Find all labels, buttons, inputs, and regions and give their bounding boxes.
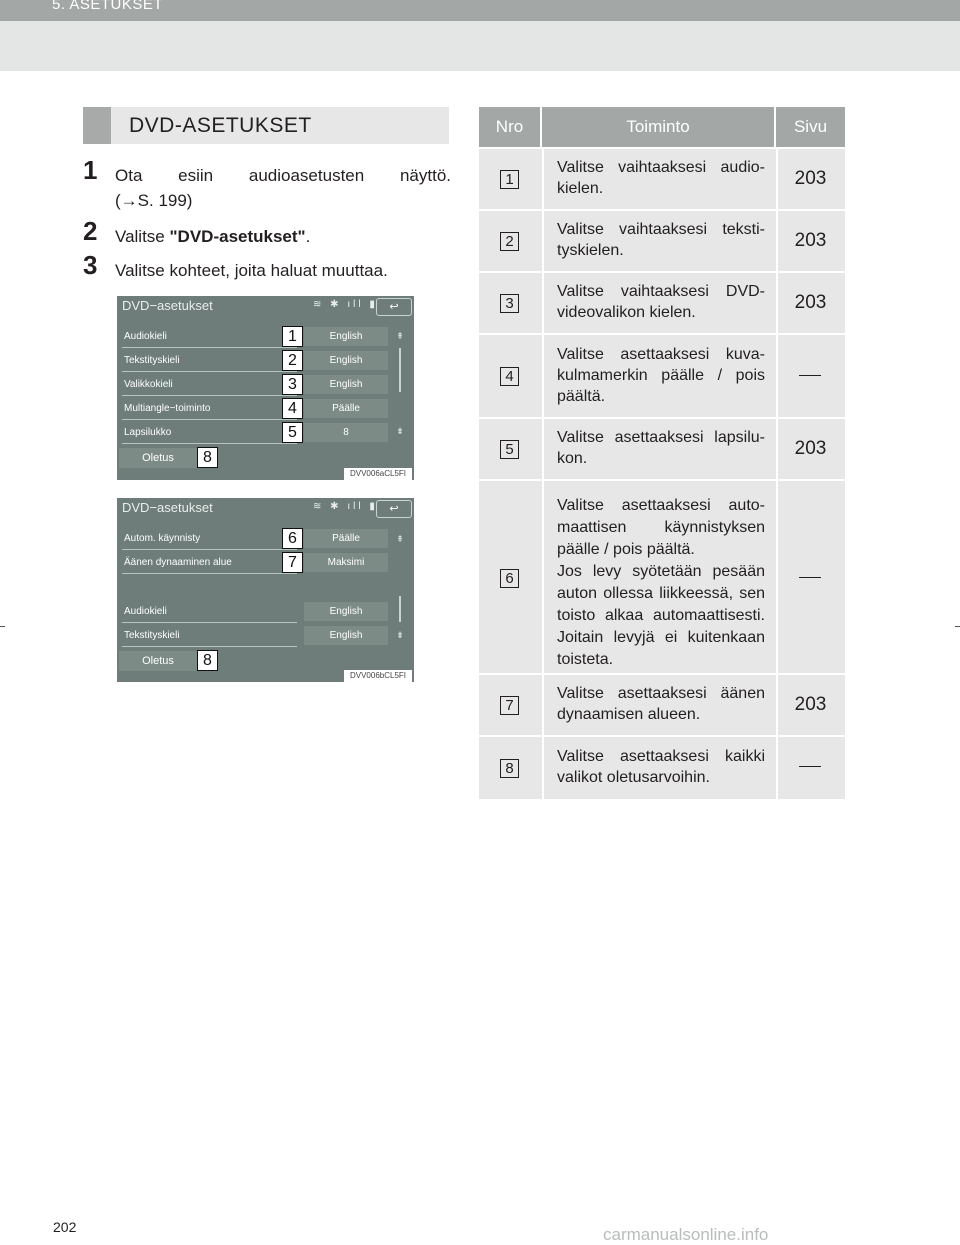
scroll-up-icon[interactable]: ⇞	[396, 331, 404, 341]
row-text: Joitain levyjä ei kuitenkaan	[557, 629, 765, 646]
chapter-title: 5. ASETUKSET	[52, 0, 164, 13]
step-1	[83, 155, 451, 213]
callout-number: 4	[282, 398, 303, 419]
row-text: päälle / pois päältä.	[557, 541, 695, 558]
section-title: DVD-ASETUKSET	[129, 114, 312, 137]
row-number: 5	[500, 440, 519, 459]
setting-row-subtitle-language[interactable]: Tekstityskieli	[122, 351, 297, 372]
row-text: kon.	[557, 450, 588, 467]
row-page: 203	[794, 292, 827, 313]
table-row	[479, 209, 845, 271]
dvd-settings-screen-1	[117, 296, 414, 480]
row-text: toisteta.	[557, 651, 614, 668]
table-row	[479, 735, 845, 799]
row-text: Valitse vaihtaaksesi DVD-	[557, 283, 765, 300]
default-button[interactable]: Oletus	[119, 448, 197, 468]
setting-value[interactable]: English	[304, 375, 388, 394]
step-reference: (→S. 199)	[115, 191, 193, 210]
back-button[interactable]: ↩	[376, 298, 412, 316]
crop-mark	[0, 626, 5, 627]
row-number: 4	[500, 367, 519, 386]
setting-value[interactable]: English	[304, 351, 388, 370]
callout-number: 8	[197, 447, 218, 468]
scroll-down-icon[interactable]: ⇟	[396, 426, 404, 436]
row-text: videovalikon kielen.	[557, 304, 696, 321]
row-page: 203	[794, 168, 827, 189]
callout-number: 8	[197, 650, 218, 671]
setting-value[interactable]: Päälle	[304, 529, 388, 548]
row-number: 8	[500, 759, 519, 778]
callout-number: 1	[282, 326, 303, 347]
table-row	[479, 673, 845, 735]
row-text: valikot oletusarvoihin.	[557, 769, 710, 786]
setting-row-multiangle[interactable]: Multiangle−toiminto	[122, 399, 297, 420]
step-text: Valitse	[115, 227, 170, 246]
row-text: päältä.	[557, 388, 606, 405]
row-text: Valitse asettaaksesi äänen	[557, 685, 765, 702]
dvd-settings-screen-2	[117, 498, 414, 682]
section-heading	[83, 107, 449, 144]
row-number: 1	[500, 170, 519, 189]
row-text: auton ollessa liikkeessä, sen	[557, 585, 765, 602]
row-page: 203	[794, 438, 827, 459]
header-function: Toiminto	[626, 117, 690, 136]
setting-value[interactable]: Maksimi	[304, 553, 388, 572]
scroll-down-icon[interactable]: ⇟	[396, 630, 404, 640]
callout-number: 5	[282, 422, 303, 443]
row-page: 203	[794, 694, 827, 715]
section-marker	[83, 107, 111, 144]
row-text: toisto alkaa automaattisesti.	[557, 607, 765, 624]
callout-number: 3	[282, 374, 303, 395]
step-number: 2	[83, 216, 98, 246]
row-text: Valitse asettaaksesi kuva-	[557, 346, 765, 363]
row-text: dynaamisen alueen.	[557, 706, 701, 723]
setting-row-audio-language[interactable]: Audiokieli	[122, 327, 297, 348]
row-page: 203	[794, 230, 827, 251]
setting-value[interactable]: Päälle	[304, 399, 388, 418]
row-text: Valitse vaihtaaksesi teksti-	[557, 221, 765, 238]
row-text: Valitse vaihtaaksesi audio-	[557, 159, 765, 176]
header-band	[0, 21, 960, 71]
callout-number: 2	[282, 350, 303, 371]
row-text: kulmamerkin päälle / pois	[557, 367, 765, 384]
setting-value[interactable]: 8	[304, 423, 388, 442]
table-row	[479, 271, 845, 333]
step-text: Valitse kohteet, joita haluat muuttaa.	[115, 261, 388, 280]
setting-value[interactable]: English	[304, 602, 388, 621]
step-3	[83, 250, 451, 284]
status-icons: ≋ ✱ ıll ▮	[313, 501, 378, 512]
status-icons: ≋ ✱ ıll ▮	[313, 299, 378, 310]
row-text: Valitse asettaaksesi lapsilu-	[557, 429, 765, 446]
step-2	[83, 216, 451, 250]
back-button[interactable]: ↩	[376, 500, 412, 518]
row-text: kielen.	[557, 180, 604, 197]
crop-mark	[955, 626, 960, 627]
setting-row-parental-lock[interactable]: Lapsilukko	[122, 423, 297, 444]
table-row	[479, 479, 845, 673]
setting-row-subtitle-language[interactable]: Tekstityskieli	[122, 626, 297, 647]
scrollbar-track[interactable]	[399, 596, 401, 622]
no-page-dash	[799, 577, 821, 578]
scroll-up-icon[interactable]: ⇞	[396, 534, 404, 544]
row-text: maattisen käynnistyksen	[557, 519, 765, 536]
chapter-bar	[0, 0, 960, 21]
watermark: carmanualsonline.info	[603, 1225, 769, 1244]
setting-row-audio-language[interactable]: Audiokieli	[122, 602, 297, 623]
table-row	[479, 417, 845, 479]
row-number: 7	[500, 696, 519, 715]
table-row	[479, 333, 845, 417]
scrollbar-track[interactable]	[399, 348, 401, 392]
table-header	[479, 107, 845, 147]
row-number: 2	[500, 232, 519, 251]
setting-value[interactable]: English	[304, 327, 388, 346]
row-text: tyskielen.	[557, 242, 624, 259]
step-number: 1	[83, 155, 98, 185]
figure-code: DVV006bCL5FI	[344, 670, 412, 682]
setting-row-menu-language[interactable]: Valikkokieli	[122, 375, 297, 396]
no-page-dash	[799, 375, 821, 376]
row-text: Jos levy syötetään pesään	[557, 563, 765, 580]
row-number: 6	[500, 569, 519, 588]
step-text: Ota esiin audioasetusten näyttö.	[115, 166, 451, 185]
step-menu-item: "DVD-asetukset"	[169, 227, 306, 246]
screen-title: DVD−asetukset	[122, 500, 213, 515]
default-button[interactable]: Oletus	[119, 651, 197, 671]
figure-code: DVV006aCL5FI	[344, 468, 412, 480]
table-row	[479, 147, 845, 209]
step-number: 3	[83, 250, 98, 280]
callout-number: 6	[282, 528, 303, 549]
row-number: 3	[500, 294, 519, 313]
setting-value[interactable]: English	[304, 626, 388, 645]
screen-title: DVD−asetukset	[122, 298, 213, 313]
step-text-end: .	[305, 227, 311, 246]
setting-row-auto-start[interactable]: Autom. käynnisty	[122, 529, 297, 550]
setting-row-dynamic-range[interactable]: Äänen dynaaminen alue	[122, 553, 297, 574]
callout-number: 7	[282, 552, 303, 573]
header-no: Nro	[495, 117, 524, 136]
row-text: Valitse asettaaksesi auto-	[557, 497, 765, 514]
row-text: Valitse asettaaksesi kaikki	[557, 748, 765, 765]
header-page: Sivu	[793, 117, 828, 136]
page-number: 202	[53, 1219, 77, 1235]
no-page-dash	[799, 766, 821, 767]
